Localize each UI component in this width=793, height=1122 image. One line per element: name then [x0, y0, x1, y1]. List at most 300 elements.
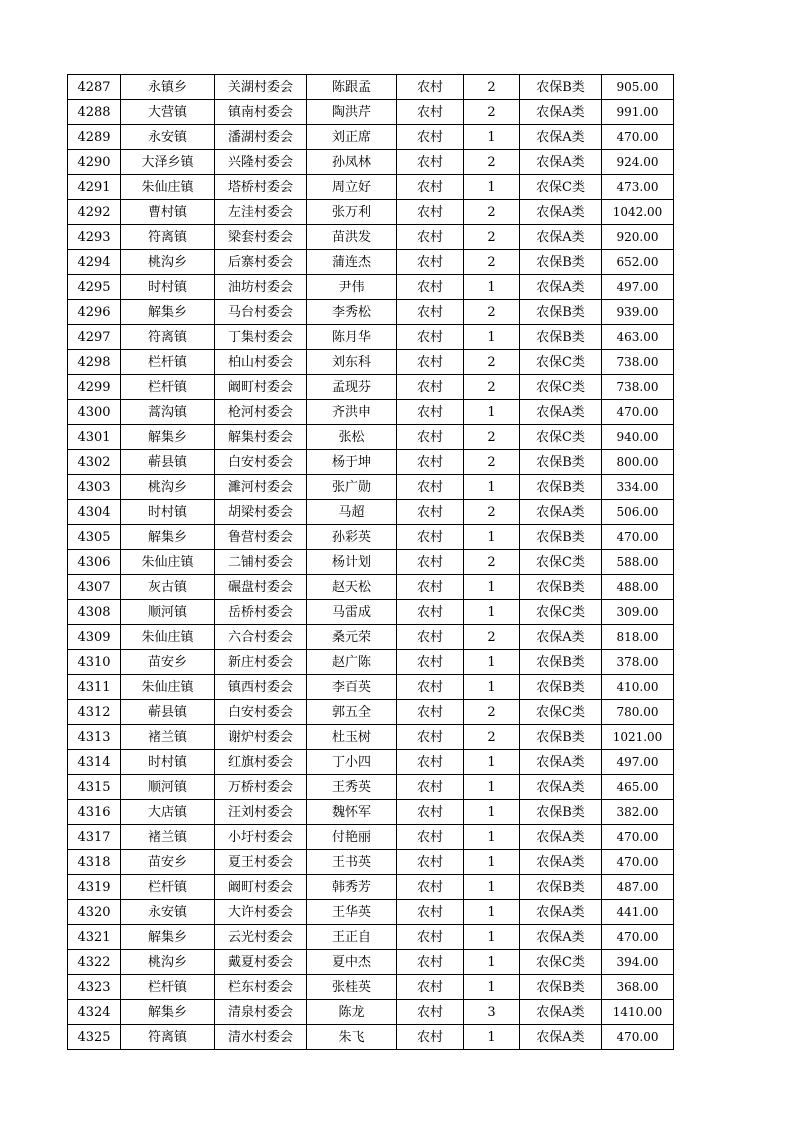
table-row — [68, 525, 674, 550]
record-number-cell: 4325 — [68, 1025, 121, 1050]
area-type-cell: 农村 — [397, 275, 464, 300]
household-size-cell: 1 — [464, 850, 520, 875]
household-size-cell: 1 — [464, 750, 520, 775]
household-size-cell: 2 — [464, 425, 520, 450]
village-committee-cell: 梁套村委会 — [215, 225, 307, 250]
village-committee-cell: 万桥村委会 — [215, 775, 307, 800]
name-cell: 尹伟 — [307, 275, 397, 300]
name-cell: 赵天松 — [307, 575, 397, 600]
category-cell: 农保B类 — [520, 800, 602, 825]
name-cell: 韩秀芳 — [307, 875, 397, 900]
village-committee-cell: 清泉村委会 — [215, 1000, 307, 1025]
town-cell: 顺河镇 — [121, 600, 215, 625]
village-committee-cell: 二铺村委会 — [215, 550, 307, 575]
area-type-cell: 农村 — [397, 675, 464, 700]
record-number-cell: 4320 — [68, 900, 121, 925]
amount-cell: 394.00 — [602, 950, 674, 975]
name-cell: 张广勋 — [307, 475, 397, 500]
town-cell: 解集乡 — [121, 1000, 215, 1025]
record-number-cell: 4319 — [68, 875, 121, 900]
amount-cell: 738.00 — [602, 375, 674, 400]
name-cell: 张松 — [307, 425, 397, 450]
town-cell: 桃沟乡 — [121, 250, 215, 275]
name-cell: 王书英 — [307, 850, 397, 875]
record-number-cell: 4288 — [68, 100, 121, 125]
table-row — [68, 500, 674, 525]
table-row — [68, 125, 674, 150]
record-number-cell: 4313 — [68, 725, 121, 750]
name-cell: 桑元荣 — [307, 625, 397, 650]
village-committee-cell: 汪刘村委会 — [215, 800, 307, 825]
record-number-cell: 4303 — [68, 475, 121, 500]
amount-cell: 378.00 — [602, 650, 674, 675]
record-number-cell: 4310 — [68, 650, 121, 675]
amount-cell: 488.00 — [602, 575, 674, 600]
name-cell: 杜玉树 — [307, 725, 397, 750]
records-table — [67, 74, 674, 1050]
record-number-cell: 4289 — [68, 125, 121, 150]
category-cell: 农保A类 — [520, 750, 602, 775]
amount-cell: 939.00 — [602, 300, 674, 325]
category-cell: 农保B类 — [520, 250, 602, 275]
household-size-cell: 2 — [464, 500, 520, 525]
name-cell: 马超 — [307, 500, 397, 525]
area-type-cell: 农村 — [397, 575, 464, 600]
name-cell: 王秀英 — [307, 775, 397, 800]
household-size-cell: 1 — [464, 800, 520, 825]
village-committee-cell: 戴夏村委会 — [215, 950, 307, 975]
household-size-cell: 1 — [464, 600, 520, 625]
area-type-cell: 农村 — [397, 850, 464, 875]
amount-cell: 905.00 — [602, 75, 674, 100]
category-cell: 农保B类 — [520, 650, 602, 675]
area-type-cell: 农村 — [397, 200, 464, 225]
village-committee-cell: 丁集村委会 — [215, 325, 307, 350]
household-size-cell: 2 — [464, 225, 520, 250]
table-row — [68, 575, 674, 600]
table-row — [68, 825, 674, 850]
name-cell: 赵广陈 — [307, 650, 397, 675]
record-number-cell: 4308 — [68, 600, 121, 625]
area-type-cell: 农村 — [397, 875, 464, 900]
village-committee-cell: 左洼村委会 — [215, 200, 307, 225]
amount-cell: 470.00 — [602, 850, 674, 875]
table-row — [68, 1000, 674, 1025]
category-cell: 农保C类 — [520, 425, 602, 450]
household-size-cell: 1 — [464, 400, 520, 425]
record-number-cell: 4312 — [68, 700, 121, 725]
household-size-cell: 1 — [464, 575, 520, 600]
record-number-cell: 4295 — [68, 275, 121, 300]
household-size-cell: 1 — [464, 275, 520, 300]
area-type-cell: 农村 — [397, 225, 464, 250]
name-cell: 郭五全 — [307, 700, 397, 725]
town-cell: 时村镇 — [121, 500, 215, 525]
area-type-cell: 农村 — [397, 425, 464, 450]
table-row — [68, 200, 674, 225]
table-row — [68, 850, 674, 875]
name-cell: 张万利 — [307, 200, 397, 225]
table-row — [68, 725, 674, 750]
table-row — [68, 650, 674, 675]
village-committee-cell: 枪河村委会 — [215, 400, 307, 425]
category-cell: 农保A类 — [520, 400, 602, 425]
household-size-cell: 1 — [464, 925, 520, 950]
village-committee-cell: 马台村委会 — [215, 300, 307, 325]
category-cell: 农保B类 — [520, 875, 602, 900]
area-type-cell: 农村 — [397, 125, 464, 150]
record-number-cell: 4323 — [68, 975, 121, 1000]
village-committee-cell: 白安村委会 — [215, 700, 307, 725]
table-row — [68, 400, 674, 425]
area-type-cell: 农村 — [397, 1000, 464, 1025]
table-row — [68, 1025, 674, 1050]
area-type-cell: 农村 — [397, 350, 464, 375]
village-committee-cell: 柏山村委会 — [215, 350, 307, 375]
table-row — [68, 475, 674, 500]
village-committee-cell: 云光村委会 — [215, 925, 307, 950]
amount-cell: 470.00 — [602, 525, 674, 550]
household-size-cell: 2 — [464, 625, 520, 650]
name-cell: 杨于坤 — [307, 450, 397, 475]
category-cell: 农保A类 — [520, 500, 602, 525]
category-cell: 农保B类 — [520, 475, 602, 500]
table-row — [68, 325, 674, 350]
record-number-cell: 4298 — [68, 350, 121, 375]
category-cell: 农保B类 — [520, 675, 602, 700]
category-cell: 农保B类 — [520, 525, 602, 550]
area-type-cell: 农村 — [397, 950, 464, 975]
household-size-cell: 3 — [464, 1000, 520, 1025]
town-cell: 解集乡 — [121, 525, 215, 550]
amount-cell: 920.00 — [602, 225, 674, 250]
village-committee-cell: 白安村委会 — [215, 450, 307, 475]
amount-cell: 465.00 — [602, 775, 674, 800]
town-cell: 永安镇 — [121, 900, 215, 925]
record-number-cell: 4291 — [68, 175, 121, 200]
record-number-cell: 4309 — [68, 625, 121, 650]
category-cell: 农保A类 — [520, 100, 602, 125]
household-size-cell: 1 — [464, 475, 520, 500]
record-number-cell: 4287 — [68, 75, 121, 100]
area-type-cell: 农村 — [397, 100, 464, 125]
record-number-cell: 4314 — [68, 750, 121, 775]
amount-cell: 1021.00 — [602, 725, 674, 750]
town-cell: 栏杆镇 — [121, 375, 215, 400]
category-cell: 农保A类 — [520, 1000, 602, 1025]
town-cell: 解集乡 — [121, 300, 215, 325]
town-cell: 时村镇 — [121, 275, 215, 300]
table-row — [68, 250, 674, 275]
village-committee-cell: 濉河村委会 — [215, 475, 307, 500]
table-row — [68, 775, 674, 800]
table-row — [68, 375, 674, 400]
amount-cell: 410.00 — [602, 675, 674, 700]
category-cell: 农保C类 — [520, 950, 602, 975]
household-size-cell: 2 — [464, 75, 520, 100]
household-size-cell: 1 — [464, 875, 520, 900]
area-type-cell: 农村 — [397, 175, 464, 200]
amount-cell: 652.00 — [602, 250, 674, 275]
amount-cell: 497.00 — [602, 275, 674, 300]
village-committee-cell: 胡梁村委会 — [215, 500, 307, 525]
village-committee-cell: 岳桥村委会 — [215, 600, 307, 625]
name-cell: 李秀松 — [307, 300, 397, 325]
town-cell: 时村镇 — [121, 750, 215, 775]
record-number-cell: 4296 — [68, 300, 121, 325]
name-cell: 王正自 — [307, 925, 397, 950]
table-row — [68, 925, 674, 950]
amount-cell: 738.00 — [602, 350, 674, 375]
table-row — [68, 875, 674, 900]
table-row — [68, 550, 674, 575]
household-size-cell: 2 — [464, 700, 520, 725]
town-cell: 栏杆镇 — [121, 875, 215, 900]
village-committee-cell: 兴隆村委会 — [215, 150, 307, 175]
area-type-cell: 农村 — [397, 775, 464, 800]
name-cell: 张桂英 — [307, 975, 397, 1000]
amount-cell: 588.00 — [602, 550, 674, 575]
area-type-cell: 农村 — [397, 800, 464, 825]
table-row — [68, 950, 674, 975]
table-row — [68, 275, 674, 300]
category-cell: 农保B类 — [520, 300, 602, 325]
village-committee-cell: 大许村委会 — [215, 900, 307, 925]
amount-cell: 470.00 — [602, 825, 674, 850]
area-type-cell: 农村 — [397, 925, 464, 950]
area-type-cell: 农村 — [397, 825, 464, 850]
category-cell: 农保C类 — [520, 350, 602, 375]
record-number-cell: 4306 — [68, 550, 121, 575]
table-row — [68, 800, 674, 825]
amount-cell: 470.00 — [602, 925, 674, 950]
name-cell: 陶洪芹 — [307, 100, 397, 125]
category-cell: 农保B类 — [520, 75, 602, 100]
town-cell: 苗安乡 — [121, 650, 215, 675]
area-type-cell: 农村 — [397, 550, 464, 575]
village-committee-cell: 塔桥村委会 — [215, 175, 307, 200]
table-row — [68, 150, 674, 175]
name-cell: 李百英 — [307, 675, 397, 700]
record-number-cell: 4321 — [68, 925, 121, 950]
category-cell: 农保B类 — [520, 975, 602, 1000]
household-size-cell: 2 — [464, 200, 520, 225]
amount-cell: 940.00 — [602, 425, 674, 450]
village-committee-cell: 阚町村委会 — [215, 875, 307, 900]
amount-cell: 487.00 — [602, 875, 674, 900]
record-number-cell: 4318 — [68, 850, 121, 875]
town-cell: 大店镇 — [121, 800, 215, 825]
town-cell: 桃沟乡 — [121, 475, 215, 500]
category-cell: 农保C类 — [520, 375, 602, 400]
record-number-cell: 4294 — [68, 250, 121, 275]
town-cell: 蕲县镇 — [121, 450, 215, 475]
amount-cell: 334.00 — [602, 475, 674, 500]
amount-cell: 368.00 — [602, 975, 674, 1000]
record-number-cell: 4324 — [68, 1000, 121, 1025]
village-committee-cell: 栏东村委会 — [215, 975, 307, 1000]
category-cell: 农保B类 — [520, 725, 602, 750]
household-size-cell: 1 — [464, 975, 520, 1000]
record-number-cell: 4316 — [68, 800, 121, 825]
area-type-cell: 农村 — [397, 650, 464, 675]
category-cell: 农保A类 — [520, 850, 602, 875]
village-committee-cell: 后寨村委会 — [215, 250, 307, 275]
area-type-cell: 农村 — [397, 75, 464, 100]
village-committee-cell: 镇南村委会 — [215, 100, 307, 125]
name-cell: 陈月华 — [307, 325, 397, 350]
category-cell: 农保A类 — [520, 775, 602, 800]
name-cell: 马雷成 — [307, 600, 397, 625]
household-size-cell: 1 — [464, 825, 520, 850]
village-committee-cell: 六合村委会 — [215, 625, 307, 650]
amount-cell: 818.00 — [602, 625, 674, 650]
area-type-cell: 农村 — [397, 325, 464, 350]
name-cell: 齐洪申 — [307, 400, 397, 425]
amount-cell: 463.00 — [602, 325, 674, 350]
town-cell: 大营镇 — [121, 100, 215, 125]
name-cell: 孙彩英 — [307, 525, 397, 550]
town-cell: 永镇乡 — [121, 75, 215, 100]
record-number-cell: 4311 — [68, 675, 121, 700]
household-size-cell: 1 — [464, 775, 520, 800]
amount-cell: 506.00 — [602, 500, 674, 525]
record-number-cell: 4297 — [68, 325, 121, 350]
record-number-cell: 4315 — [68, 775, 121, 800]
village-committee-cell: 谢炉村委会 — [215, 725, 307, 750]
table-row — [68, 625, 674, 650]
village-committee-cell: 潘湖村委会 — [215, 125, 307, 150]
area-type-cell: 农村 — [397, 900, 464, 925]
table-row — [68, 300, 674, 325]
amount-cell: 473.00 — [602, 175, 674, 200]
area-type-cell: 农村 — [397, 250, 464, 275]
town-cell: 大泽乡镇 — [121, 150, 215, 175]
household-size-cell: 2 — [464, 450, 520, 475]
table-row — [68, 225, 674, 250]
town-cell: 曹村镇 — [121, 200, 215, 225]
name-cell: 苗洪发 — [307, 225, 397, 250]
town-cell: 符离镇 — [121, 1025, 215, 1050]
amount-cell: 309.00 — [602, 600, 674, 625]
name-cell: 王华英 — [307, 900, 397, 925]
category-cell: 农保C类 — [520, 600, 602, 625]
record-number-cell: 4292 — [68, 200, 121, 225]
town-cell: 解集乡 — [121, 425, 215, 450]
category-cell: 农保A类 — [520, 225, 602, 250]
name-cell: 陈跟孟 — [307, 75, 397, 100]
table-row — [68, 750, 674, 775]
household-size-cell: 2 — [464, 550, 520, 575]
category-cell: 农保C类 — [520, 175, 602, 200]
name-cell: 魏怀军 — [307, 800, 397, 825]
record-number-cell: 4317 — [68, 825, 121, 850]
area-type-cell: 农村 — [397, 400, 464, 425]
town-cell: 朱仙庄镇 — [121, 675, 215, 700]
town-cell: 朱仙庄镇 — [121, 175, 215, 200]
table-row — [68, 100, 674, 125]
village-committee-cell: 镇西村委会 — [215, 675, 307, 700]
category-cell: 农保A类 — [520, 1025, 602, 1050]
household-size-cell: 1 — [464, 175, 520, 200]
table-row — [68, 675, 674, 700]
record-number-cell: 4290 — [68, 150, 121, 175]
name-cell: 周立好 — [307, 175, 397, 200]
name-cell: 孟现芬 — [307, 375, 397, 400]
village-committee-cell: 清水村委会 — [215, 1025, 307, 1050]
category-cell: 农保B类 — [520, 450, 602, 475]
category-cell: 农保A类 — [520, 275, 602, 300]
household-size-cell: 1 — [464, 950, 520, 975]
household-size-cell: 1 — [464, 125, 520, 150]
village-committee-cell: 碾盘村委会 — [215, 575, 307, 600]
name-cell: 刘东科 — [307, 350, 397, 375]
area-type-cell: 农村 — [397, 600, 464, 625]
record-number-cell: 4322 — [68, 950, 121, 975]
village-committee-cell: 小圩村委会 — [215, 825, 307, 850]
category-cell: 农保C类 — [520, 550, 602, 575]
town-cell: 顺河镇 — [121, 775, 215, 800]
amount-cell: 1410.00 — [602, 1000, 674, 1025]
amount-cell: 780.00 — [602, 700, 674, 725]
town-cell: 永安镇 — [121, 125, 215, 150]
area-type-cell: 农村 — [397, 750, 464, 775]
amount-cell: 382.00 — [602, 800, 674, 825]
area-type-cell: 农村 — [397, 300, 464, 325]
household-size-cell: 1 — [464, 650, 520, 675]
category-cell: 农保C类 — [520, 700, 602, 725]
name-cell: 蒲连杰 — [307, 250, 397, 275]
village-committee-cell: 阚町村委会 — [215, 375, 307, 400]
category-cell: 农保A类 — [520, 200, 602, 225]
area-type-cell: 农村 — [397, 450, 464, 475]
records-table-body — [68, 75, 674, 1050]
category-cell: 农保B类 — [520, 325, 602, 350]
amount-cell: 470.00 — [602, 400, 674, 425]
town-cell: 桃沟乡 — [121, 950, 215, 975]
category-cell: 农保A类 — [520, 625, 602, 650]
area-type-cell: 农村 — [397, 1025, 464, 1050]
town-cell: 苗安乡 — [121, 850, 215, 875]
household-size-cell: 2 — [464, 725, 520, 750]
name-cell: 朱飞 — [307, 1025, 397, 1050]
town-cell: 灰古镇 — [121, 575, 215, 600]
area-type-cell: 农村 — [397, 975, 464, 1000]
area-type-cell: 农村 — [397, 625, 464, 650]
table-row — [68, 900, 674, 925]
household-size-cell: 1 — [464, 675, 520, 700]
name-cell: 夏中杰 — [307, 950, 397, 975]
category-cell: 农保B类 — [520, 575, 602, 600]
household-size-cell: 2 — [464, 375, 520, 400]
table-row — [68, 600, 674, 625]
amount-cell: 924.00 — [602, 150, 674, 175]
area-type-cell: 农村 — [397, 700, 464, 725]
name-cell: 陈龙 — [307, 1000, 397, 1025]
area-type-cell: 农村 — [397, 500, 464, 525]
area-type-cell: 农村 — [397, 475, 464, 500]
town-cell: 蒿沟镇 — [121, 400, 215, 425]
table-row — [68, 975, 674, 1000]
table-row — [68, 175, 674, 200]
category-cell: 农保A类 — [520, 900, 602, 925]
household-size-cell: 1 — [464, 525, 520, 550]
area-type-cell: 农村 — [397, 525, 464, 550]
village-committee-cell: 鲁营村委会 — [215, 525, 307, 550]
name-cell: 杨计划 — [307, 550, 397, 575]
record-number-cell: 4305 — [68, 525, 121, 550]
village-committee-cell: 油坊村委会 — [215, 275, 307, 300]
